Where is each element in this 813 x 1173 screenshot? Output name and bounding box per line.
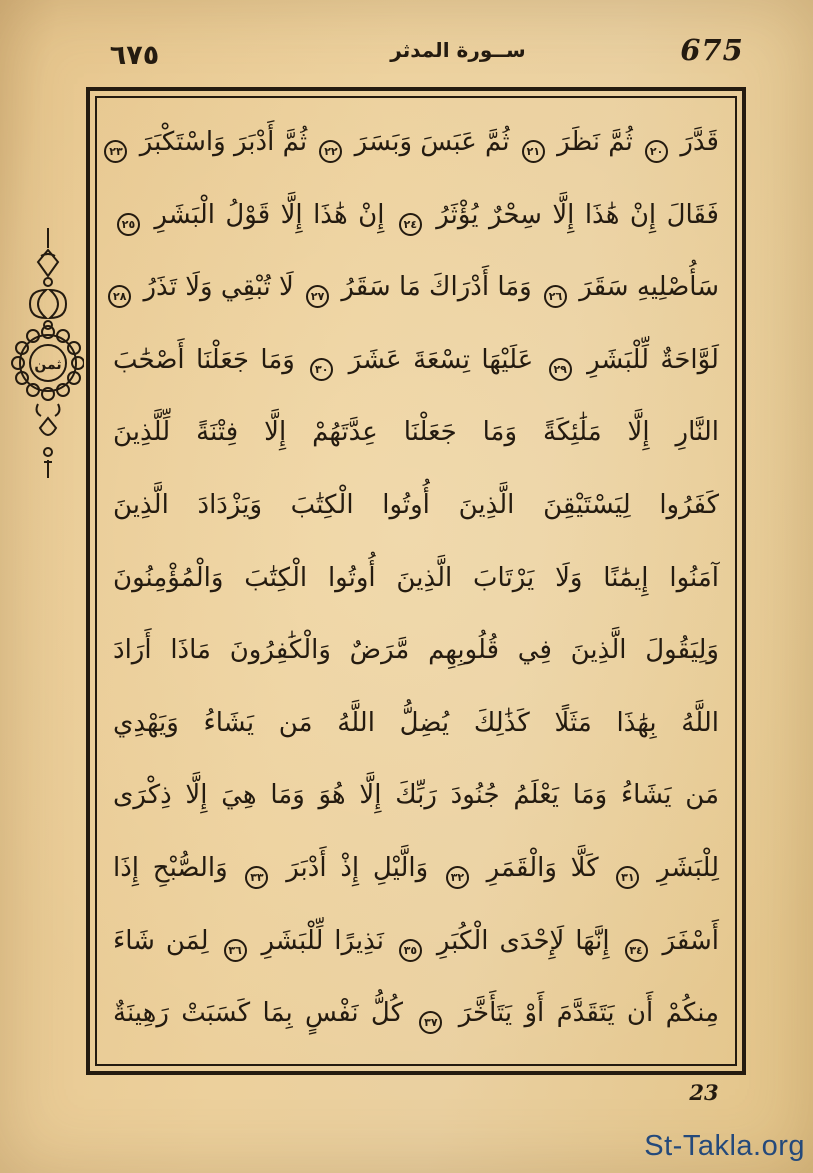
ayah-text-segment: آمَنُوا إِيمَٰنًا وَلَا يَرْتَابَ الَّذِينَ أُوتُوا الْكِتَٰبَ وَالْمُؤْمِنُونَ (113, 562, 719, 593)
ayah-text-segment: وَلِيَقُولَ الَّذِينَ فِي قُلُوبِهِم مَّرَضٌ وَالْكَٰفِرُونَ مَاذَا أَرَادَ (113, 635, 719, 666)
ayah-text-segment: سَأُصْلِيهِ سَقَرَ (571, 272, 719, 303)
verse-number-marker: ٣٢ (446, 866, 469, 889)
ayah-text-segment: وَالصُّبْحِ إِذَا (113, 852, 242, 883)
ayah-text-segment: كَلَّا وَالْقَمَرِ (472, 852, 613, 883)
ayah-text-segment: مَن يَشَاءُ وَمَا يَعْلَمُ جُنُودَ رَبِّكَ إِلَّا هُوَ وَمَا هِيَ إِلَّا ذِكْرَى (113, 780, 719, 811)
ayah-text-segment: فَقَالَ إِنْ هَٰذَا إِلَّا سِحْرٌ يُؤْثَرُ (425, 199, 719, 230)
ayah-text-segment: نَذِيرًا لِّلْبَشَرِ (250, 925, 395, 956)
verse-number-marker: ٣٣ (245, 866, 268, 889)
ornament-label: ثمن (34, 357, 62, 373)
verse-number-marker: ٣١ (616, 866, 639, 889)
page-number-latin: 675 (680, 33, 744, 67)
verse-number-marker: ٢٨ (108, 285, 131, 308)
quran-text-line (113, 251, 719, 324)
ayah-text-segment: لَا تُبْقِي وَلَا تَذَرُ (135, 272, 303, 303)
quran-text-line (109, 106, 719, 179)
ayah-text-segment: قَدَّرَ (672, 127, 719, 157)
quran-text-line (113, 832, 719, 905)
page-number-arabic: ٦٧٥ (109, 40, 160, 71)
ayah-text-segment: إِنَّهَا لَإِحْدَى الْكُبَرِ (425, 925, 621, 956)
ayah-text-segment: مِنكُمْ أَن يَتَقَدَّمَ أَوْ يَتَأَخَّرَ (446, 998, 719, 1029)
verse-number-marker: ٣٥ (399, 939, 422, 962)
ayah-text-segment: إِنْ هَٰذَا إِلَّا قَوْلُ الْبَشَرِ (144, 199, 395, 230)
verse-number-marker: ٢٢ (319, 140, 342, 163)
watermark-text: St-Takla.org (644, 1130, 805, 1162)
quran-text-line (113, 687, 719, 760)
ayah-text-segment: ثُمَّ أَدْبَرَ وَاسْتَكْبَرَ (131, 127, 316, 157)
verse-number-marker: ٣٤ (625, 939, 648, 962)
verse-number-marker: ٢٩ (549, 358, 572, 381)
quran-text-line (113, 469, 719, 542)
ayah-text-segment: وَمَا جَعَلْنَا أَصْحَٰبَ (113, 344, 307, 375)
verse-number-marker: ٣٦ (224, 939, 247, 962)
verse-number-marker: ٢٧ (306, 285, 329, 308)
text-frame-outer-border (86, 87, 746, 1075)
quran-text-line (113, 542, 719, 615)
verse-number-marker: ٢١ (522, 140, 545, 163)
ayah-text-segment: عَلَيْهَا تِسْعَةَ عَشَرَ (337, 344, 545, 375)
verse-number-marker: ٣٧ (419, 1011, 442, 1034)
quran-text-line (113, 905, 719, 978)
verse-number-marker: ٢٤ (399, 213, 422, 236)
surah-title: ســورة المدثر (390, 38, 526, 62)
quran-text-line (113, 614, 719, 687)
signature-number: 23 (689, 1080, 719, 1105)
verse-number-marker: ٢٣ (104, 140, 127, 163)
ayah-text-segment: وَالَّيْلِ إِذْ أَدْبَرَ (272, 852, 442, 883)
ayah-text-segment: النَّارِ إِلَّا مَلَٰئِكَةً وَمَا جَعَلْنَا عِدَّتَهُمْ إِلَّا فِتْنَةً لِّلَّذِينَ (113, 417, 719, 448)
ayah-text-segment: وَمَا أَدْرَاكَ مَا سَقَرُ (333, 272, 540, 303)
verse-number-marker: ٢٥ (117, 213, 140, 236)
quran-text-line (113, 396, 719, 469)
quran-text-block (109, 106, 720, 1058)
hizb-eighth-ornament-icon (8, 226, 84, 482)
verse-number-marker: ٣٠ (310, 358, 333, 381)
ayah-text-segment: كَفَرُوا لِيَسْتَيْقِنَ الَّذِينَ أُوتُوا الْكِتَٰبَ وَيَزْدَادَ الَّذِينَ (113, 489, 719, 520)
quran-text-line (113, 324, 719, 397)
quran-text-line (113, 977, 719, 1050)
verse-number-marker: ٢٦ (544, 285, 567, 308)
ayah-text-segment: اللَّهُ بِهَٰذَا مَثَلًا كَذَٰلِكَ يُضِلُّ اللَّهُ مَن يَشَاءُ وَيَهْدِي (113, 707, 719, 738)
ayah-text-segment: لَوَّاحَةٌ لِّلْبَشَرِ (575, 344, 719, 375)
text-frame-inner-border (95, 96, 737, 1066)
ayah-text-segment: لِمَن شَاءَ (113, 925, 220, 956)
quran-text-line (113, 759, 719, 832)
quran-text-line (113, 179, 719, 252)
ayah-text-segment: أَسْفَرَ (651, 925, 719, 956)
verse-number-marker: ٢٠ (645, 140, 668, 163)
ayah-text-segment: كُلُّ نَفْسٍ بِمَا كَسَبَتْ رَهِينَةٌ (113, 998, 416, 1029)
ayah-text-segment: ثُمَّ نَظَرَ (548, 127, 642, 157)
ayah-text-segment: ثُمَّ عَبَسَ وَبَسَرَ (346, 127, 518, 157)
ayah-text-segment: لِلْبَشَرِ (643, 852, 720, 883)
